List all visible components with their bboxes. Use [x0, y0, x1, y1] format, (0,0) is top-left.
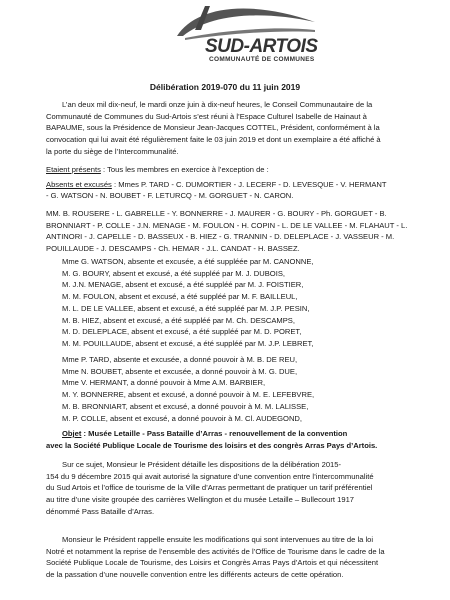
- excused-text: : Mmes P. TARD - C. DUMORTIER - J. LECERF - D. LEVESQUE - V. HERMANT: [111, 179, 387, 189]
- object-label: Objet: [62, 429, 82, 438]
- object-line-2: avec la Société Publique Locale de Tourisme des loisirs et des congrès Arras Pays d’Artois.: [46, 440, 378, 450]
- messieurs-line: ANTINORI - J. CAPELLE - D. BASSEUX - B. HIEZ - G. TRANNIN - D. DELEPLACE - J. VASSEUR - M.: [46, 232, 395, 242]
- proxy-item: M. B. BRONNIART, absent et excusé, a donné pouvoir à M. M. LALISSE,: [62, 401, 309, 411]
- present-label: Etaient présents: [46, 165, 101, 174]
- intro-line: convocation qui lui avait été régulièrement faite le 03 juin 2019 et dont un exemplaire a été affiché à: [46, 135, 381, 145]
- substitute-item: M. J.N. MENAGE, absent et excusé, a été suppléé par M. J. FOISTIER,: [62, 280, 304, 290]
- body-line: de la passation d’une nouvelle convention entre les différents acteurs de cette opération.: [46, 570, 344, 580]
- object-line: [46, 428, 416, 440]
- substitute-item: M. G. BOURY, absent et excusé, a été suppléé par M. J. DUBOIS,: [62, 268, 285, 278]
- substitute-item: M. B. HIEZ, absent et excusé, a été suppléé par M. Ch. DESCAMPS,: [62, 315, 295, 325]
- substitute-item: M. M. FOULON, absent et excusé, a été suppléé par M. F. BAILLEUL,: [62, 292, 298, 302]
- excused-label: Absents et excusés: [46, 179, 112, 189]
- intro-line: Communauté de Communes du Sud-Artois s’est réuni à l’Espace Culturel Isabelle de Hainaut à: [46, 111, 367, 121]
- messieurs-paragraph: [46, 208, 416, 255]
- messieurs-line: BRONNIART - P. COLLE - J.N. MENAGE - M. FOULON - H. COPIN - L. DE LE VALLEE - M. FLAHAUT - L.: [46, 220, 408, 230]
- proxies-list: [62, 354, 402, 424]
- intro-line: L’an deux mil dix-neuf, le mardi onze juin à dix-neuf heures, le Conseil Communautaire de la: [62, 100, 373, 109]
- messieurs-line: MM. B. ROUSERE - L. GABRELLE - Y. BONNERRE - J. MAURER - G. BOURY - Ph. GORGUET - B.: [46, 209, 387, 218]
- body-paragraph-1: [46, 459, 416, 518]
- body-line: Société Publique Locale de Tourisme, des Loisirs et Congrès Arras Pays d’Artois et qui nécessitent: [46, 558, 379, 568]
- body-line: Monsieur le Président rappelle ensuite les modifications qui sont intervenues au titre de la loi: [62, 535, 374, 544]
- object-text: : Musée Letaille - Pass Bataille d’Arras - renouvellement de la convention: [81, 429, 348, 438]
- present-text: : Tous les membres en exercice à l’exception de :: [100, 165, 269, 174]
- object-paragraph: [46, 428, 416, 451]
- logo-name: SUD-ARTOIS: [205, 36, 318, 57]
- community-logo: [165, 0, 325, 80]
- proxy-item: Mme V. HERMANT, a donné pouvoir à Mme A.M. BARBIER,: [62, 378, 266, 388]
- excused-line: [46, 179, 416, 191]
- substitutes-list: [62, 256, 402, 350]
- proxy-item: Mme P. TARD, absente et excusée, a donné pouvoir à M. B. DE REU,: [62, 355, 298, 364]
- proxy-item: M. Y. BONNERRE, absent et excusé, a donné pouvoir à M. E. LEFEBVRE,: [62, 390, 315, 400]
- proxy-item: Mme N. BOUBET, absente et excusée, a donné pouvoir à M. G. DUE,: [62, 366, 298, 376]
- excused-line-2: - G. WATSON - N. BOUBET - F. LETURCQ - M. GORGUET - N. CARON.: [46, 191, 294, 201]
- messieurs-line: POUILLAUDE - J. DESCAMPS - Ch. HEMAR - J.L. CANDAT - H. BASSEZ.: [46, 244, 300, 254]
- body-line: au titre d’une visite groupée des carrières Wellington et du musée Letaille – Bullecourt 1917: [46, 495, 355, 505]
- body-line: du Sud Artois et l’office de tourisme de la Ville d’Arras permettant de pratiquer un tarif préférentiel: [46, 483, 373, 493]
- proxy-item: M. P. COLLE, absent et excusé, a donné pouvoir à M. Cl. AUDEGOND,: [62, 413, 303, 423]
- body-line: Sur ce sujet, Monsieur le Président détaille les dispositions de la délibération 2015-: [62, 460, 342, 469]
- substitute-item: M. M. POUILLAUDE, absent et excusé, a été suppléé par M. J.P. LEBRET,: [62, 338, 314, 348]
- deliberation-title: Délibération 2019-070 du 11 juin 2019: [149, 82, 301, 92]
- substitute-item: Mme G. WATSON, absente et excusée, a été suppléée par M. CANONNE,: [62, 257, 314, 266]
- body-line: 154 du 9 décembre 2015 qui avait autorisé la signature d’une convention entre l’intercommunalité: [46, 471, 374, 481]
- intro-paragraph: [46, 99, 416, 158]
- body-line: dénommé Pass Bataille d’Arras.: [46, 506, 155, 516]
- substitute-item: M. D. DELEPLACE, absent et excusé, a été suppléé par M. D. PORET,: [62, 327, 302, 337]
- intro-line: la porte du siège de l’Intercommunalité.: [46, 146, 179, 156]
- body-line: Notré et notamment la reprise de l’ensemble des activités de l’Office de Tourisme dans le cadre de la: [46, 546, 385, 556]
- intro-line: BAPAUME, sous la Présidence de Monsieur Jean-Jacques COTTEL, Président, conformément à la: [46, 123, 380, 133]
- attendance-section: [46, 164, 416, 202]
- body-paragraph-2: [46, 534, 416, 581]
- present-line: [46, 164, 416, 176]
- logo-subtitle: COMMUNAUTÉ DE COMMUNES: [209, 56, 315, 63]
- substitute-item: M. L. DE LE VALLEE, absent et excusé, a été suppléé par M. J.P. PESIN,: [62, 303, 310, 313]
